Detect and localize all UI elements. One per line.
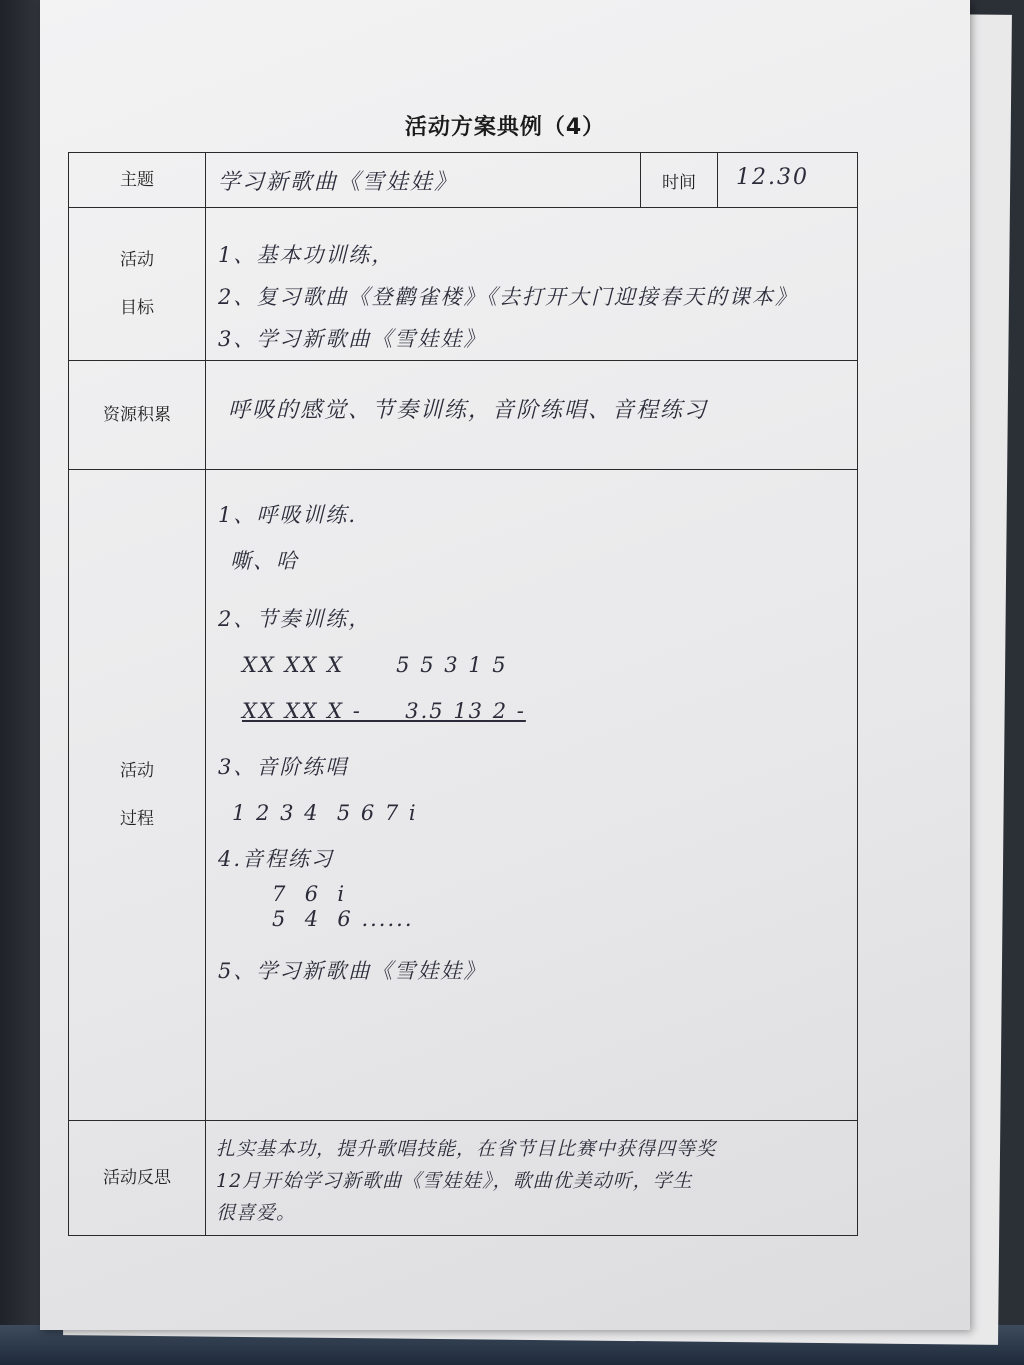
scale-line: 1 2 3 4 5 6 7 i: [232, 801, 418, 825]
resource-row: [69, 361, 858, 470]
theme-value: 学习新歌曲《雪娃娃》: [218, 170, 459, 195]
rhythm-line-1: XX XX X 5 5 3 1 5: [242, 653, 508, 677]
goal-content: [206, 208, 858, 361]
process-line-2: 嘶、哈: [230, 549, 299, 573]
process-line-4: 3、音阶练唱: [218, 755, 349, 779]
time-label: 时间: [641, 153, 718, 208]
goal-line-1: 1、基本功训练，: [218, 243, 395, 267]
goal-row: [69, 208, 858, 361]
process-label-2: 过程: [120, 809, 154, 829]
time-value: 12.30: [736, 165, 809, 190]
interval-line-1: 7 6 i: [272, 882, 347, 906]
interval-line-2: 5 4 6 ......: [272, 907, 414, 931]
goal-label: [69, 208, 206, 361]
plan-table: [68, 152, 858, 1236]
paper-sheet: [40, 0, 970, 1330]
reflection-line-3: 很喜爱。: [216, 1202, 297, 1224]
reflection-line-2: 12月开始学习新歌曲《雪娃娃》，歌曲优美动听，学生: [216, 1170, 693, 1192]
goal-label-2: 目标: [120, 298, 154, 318]
process-line-6: 5、学习新歌曲《雪娃娃》: [218, 959, 487, 983]
goal-line-3: 3、学习新歌曲《雪娃娃》: [218, 327, 487, 351]
resource-content: [206, 361, 858, 470]
goal-label-1: 活动: [120, 250, 154, 270]
goal-line-2: 2、复习歌曲《登鹳雀楼》《去打开大门迎接春天的课本》: [218, 285, 798, 309]
process-label: [69, 470, 206, 1121]
reflection-row: [69, 1121, 858, 1236]
reflection-label: 活动反思: [69, 1121, 206, 1236]
document-title: 活动方案典例（4）: [404, 115, 606, 140]
theme-value-cell: [206, 153, 641, 208]
resource-value: 呼吸的感觉、节奏训练，音阶练唱、音程练习: [228, 398, 709, 423]
process-label-1: 活动: [120, 761, 154, 781]
process-content: [206, 470, 858, 1121]
reflection-content: [206, 1121, 858, 1236]
process-line-5: 4.音程练习: [218, 847, 335, 871]
rhythm-line-2: XX XX X - 3.5 13 2 -: [242, 699, 526, 723]
resource-label: 资源积累: [69, 361, 206, 470]
process-row: [69, 470, 858, 1121]
theme-label: 主题: [69, 153, 206, 208]
reflection-line-1: 扎实基本功，提升歌唱技能，在省节目比赛中获得四等奖: [216, 1138, 717, 1160]
time-value-cell: [718, 153, 858, 208]
theme-row: [69, 153, 858, 208]
process-line-1: 1、呼吸训练.: [218, 503, 358, 527]
process-line-3: 2、节奏训练，: [218, 607, 372, 631]
